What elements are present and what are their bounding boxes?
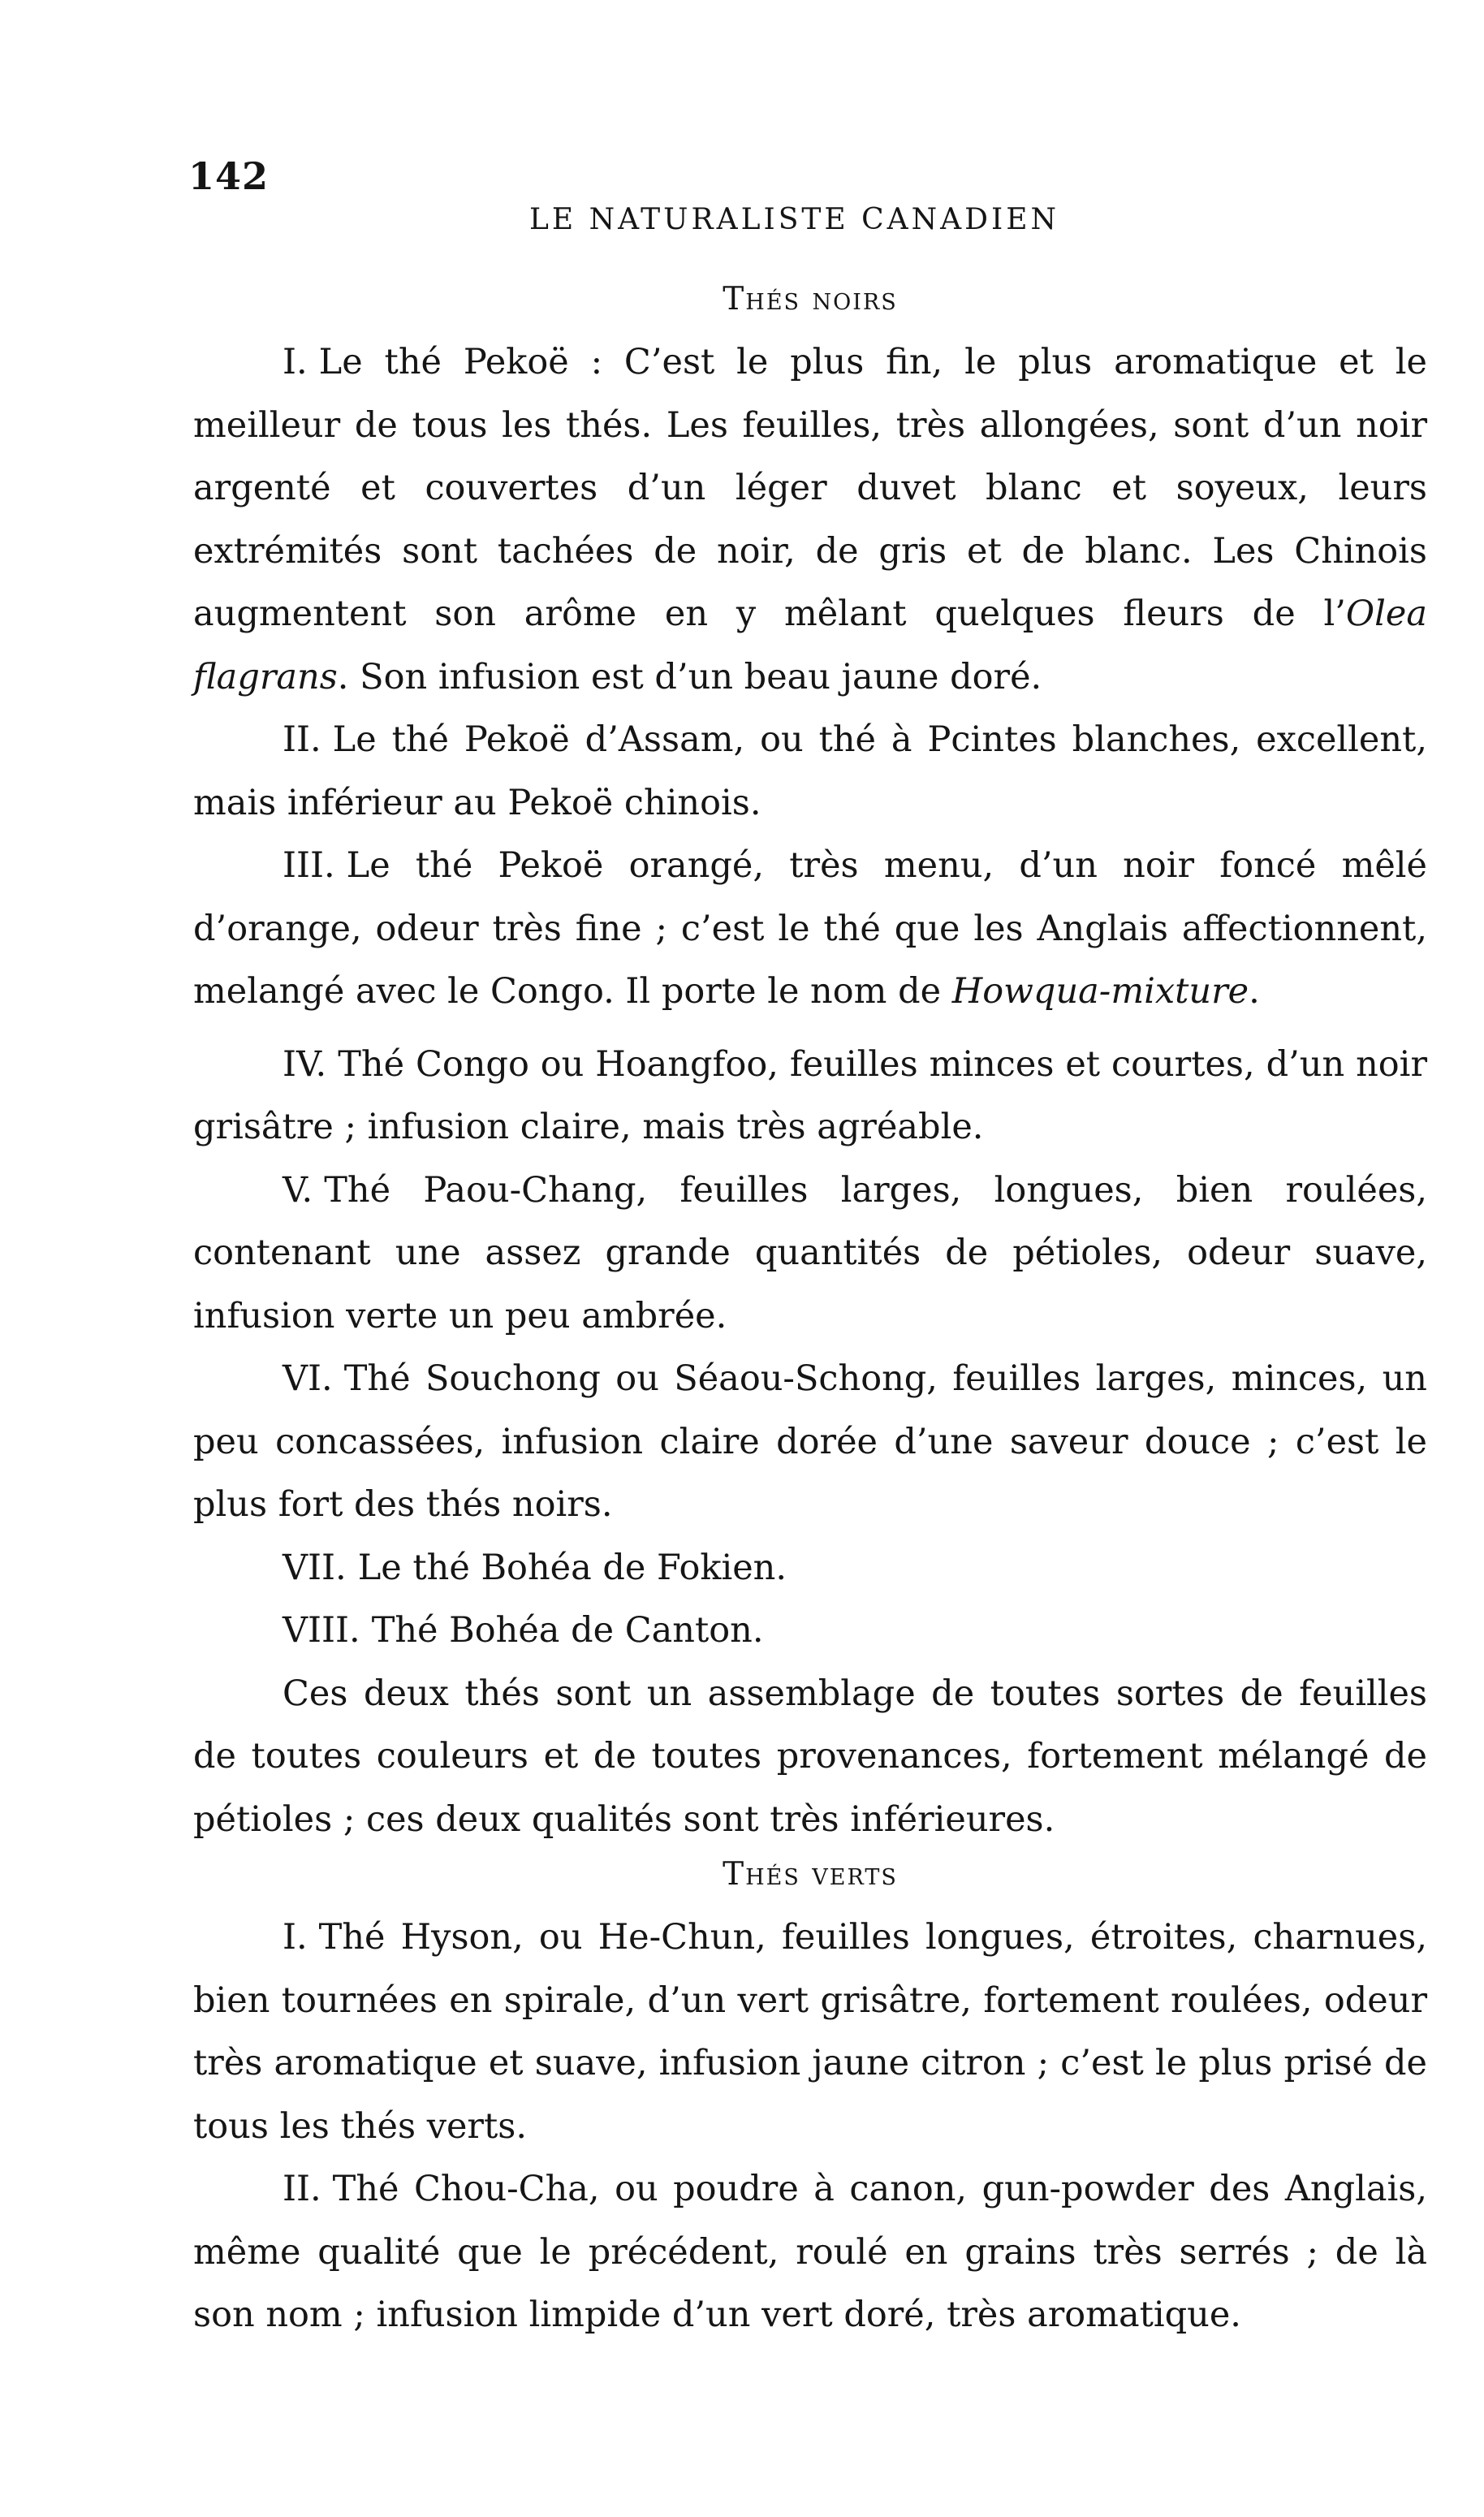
entry	[193, 1600, 1427, 1663]
entry-number: V.	[283, 1169, 313, 1211]
spacer	[193, 1024, 1427, 1034]
entry-number: II.	[283, 719, 321, 760]
page-header	[188, 154, 1422, 236]
entry-number: II.	[283, 2169, 321, 2209]
entry-number: VIII.	[283, 1610, 360, 1651]
running-title: LE NATURALISTE CANADIEN	[529, 203, 1060, 236]
entry-text: Le thé Pekoë : C’est le plus fin, le plus aromatique et le meilleur de tous les thés. Les feuilles, très allongées, sont d’un noir argenté et couvertes d’un léger duvet blanc et soyeux, leurs extrémités sont tachées de noir, de gris et de blanc. Les Chinois augmentent son arôme en y mêlant quelques fleurs de l’	[193, 342, 1427, 634]
entry-italic: Howqua-mixture	[951, 971, 1249, 1012]
section-black-teas	[193, 276, 1427, 1851]
entry-text: Thé Souchong ou Séaou-Schong, feuilles larges, minces, un peu concassées, infusion claire dorée d’une saveur douce ; c’est le plus fort des thés noirs.	[193, 1358, 1427, 1525]
entry-tail: .	[1249, 971, 1260, 1012]
entry-text: Thé Chou-Cha, ou poudre à canon, gun-powder des Anglais, même qualité que le précédent, roulé en grains très serrés ; de là son nom ; infusion limpide d’un vert doré, très aromatique.	[193, 2169, 1427, 2335]
entry	[193, 1348, 1427, 1537]
page-body	[193, 276, 1427, 2347]
entry-text: Le thé Pekoë orangé, très menu, d’un noir foncé mêlé d’orange, odeur très fine ; c’est le thé que les Anglais affectionnent, melangé avec le Congo. Il porte le nom de	[193, 845, 1427, 1012]
entry	[193, 1537, 1427, 1600]
entry	[193, 835, 1427, 1024]
entry-text: Thé Paou-Chang, feuilles larges, longues, bien roulées, contenant une assez grande quantités de pétioles, odeur suave, infusion verte un peu ambrée.	[193, 1169, 1427, 1336]
section-heading: Thés noirs	[723, 281, 898, 317]
entry-text: Le thé Pekoë d’Assam, ou thé à Pcintes blanches, excellent, mais inférieur au Pekoë chinois.	[193, 719, 1427, 823]
page-number: 142	[188, 154, 270, 198]
entry-number: I.	[283, 342, 308, 382]
entry-italic: Olea flagrans	[193, 594, 1427, 697]
entry	[193, 1663, 1427, 1852]
entry	[193, 1034, 1427, 1159]
entry-tail: . Son infusion est d’un beau jaune doré.	[337, 656, 1042, 697]
entry	[193, 709, 1427, 835]
entry-text: Thé Hyson, ou He-Chun, feuilles longues, étroites, charnues, bien tournées en spirale, d’un vert grisâtre, fortement roulées, odeur très aromatique et suave, infusion jaune citron ; c’est le plus prisé de tous les thés verts.	[193, 1917, 1427, 2147]
entry-number: III.	[283, 845, 335, 886]
entry-number: IV.	[283, 1043, 327, 1085]
section-heading: Thés verts	[723, 1856, 898, 1893]
entry-number: I.	[283, 1917, 308, 1958]
entry	[193, 2158, 1427, 2347]
section-green-teas	[193, 1851, 1427, 2347]
entry	[193, 1906, 1427, 2158]
entry-text: Thé Bohéa de Canton.	[371, 1610, 764, 1651]
entry-text: Le thé Bohéa de Fokien.	[357, 1547, 787, 1588]
entry	[193, 1159, 1427, 1349]
entry-text: Ces deux thés sont un assemblage de toutes sortes de feuilles de toutes couleurs et de toutes provenances, fortement mélangé de pétioles ; ces deux qualités sont très inférieures.	[193, 1673, 1427, 1840]
entry-number: VI.	[283, 1358, 333, 1399]
entry-text: Thé Congo ou Hoangfoo, feuilles minces et courtes, d’un noir grisâtre ; infusion claire, mais très agréable.	[193, 1043, 1427, 1147]
entry-number: VII.	[283, 1547, 347, 1588]
entry	[193, 331, 1427, 709]
